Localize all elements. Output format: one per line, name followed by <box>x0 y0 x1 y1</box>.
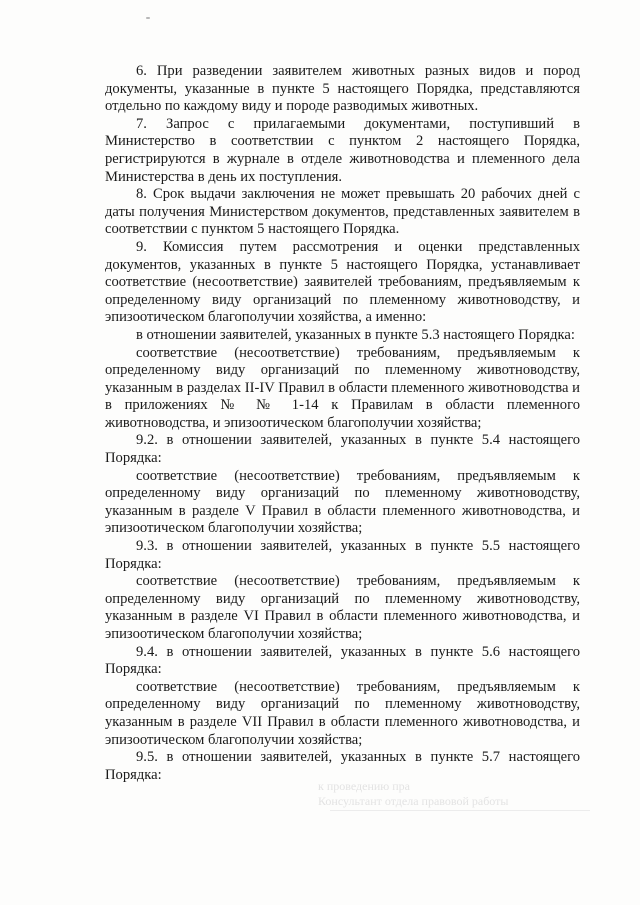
paragraph-9-2-heading: 9.2. в отношении заявителей, указанных в пункте 5.4 настоящего Порядка: <box>105 432 580 467</box>
paragraph-9-1-heading: в отношении заявителей, указанных в пункте 5.3 настоящего Порядка: <box>136 326 575 343</box>
paragraph-9-3-body: соответствие (несоответствие) требованиям, предъявляемым к определенному виду организаций по племенному животноводству, указанным в разделе VI Правил в области племенного животноводства, и эпизоотическом благополучии хозяйства; <box>105 573 580 642</box>
paragraph-9: 9. Комиссия путем рассмотрения и оценки представленных документов, указанных в пункте 5 настоящего Порядка, устанавливает соответствие (несоответствие) заявителей требованиям, предъявляемым к определенному виду организаций по племенному животноводству, и эпизоотическом благополучии хозяйства, а именно: <box>105 238 580 326</box>
paragraph-9-1-body: соответствие (несоответствие) требованиям, предъявляемым к определенному виду организаций по племенному животноводству, указанным в разделах II-IV Правил в области племенного животноводства и в приложениях № № 1-14 к Правилам в области племенного животноводства, и эпизоотическом благополучии хозяйства; <box>105 344 580 431</box>
paragraph-9-3-heading: 9.3. в отношении заявителей, указанных в пункте 5.5 настоящего Порядка: <box>105 538 580 572</box>
paragraph-7: 7. Запрос с прилагаемыми документами, поступивший в Министерство в соответствии с пунктом 2 настоящего Порядка, регистрируются в журнале в отделе животноводства и племенного дела Министерства в день их поступления. <box>105 115 580 185</box>
paragraph-8: 8. Срок выдачи заключения не может превышать 20 рабочих дней с даты получения Министерством документов, представленных заявителем в соответствии с пунктом 5 настоящего Порядка. <box>105 186 580 238</box>
bleed-through-text-1: к проведению пра <box>318 779 411 793</box>
bleed-through-rule <box>330 810 590 811</box>
paragraph-9-5-heading: 9.5. в отношении заявителей, указанных в пункте 5.7 настоящего Порядка: <box>105 749 580 783</box>
paragraph-9-4-body: соответствие (несоответствие) требованиям, предъявляемым к определенному виду организаций по племенному животноводству, указанным в разделе VII Правил в области племенного животноводства, и эпизоотическом благополучии хозяйства; <box>105 678 580 748</box>
bleed-through-text-2: Консультант отдела правовой работы <box>318 794 509 808</box>
scan-speck <box>146 17 150 19</box>
paragraph-9-4-heading: 9.4. в отношении заявителей, указанных в пункте 5.6 настоящего Порядка: <box>105 643 580 678</box>
document-body <box>105 63 580 784</box>
paragraph-6: 6. При разведении заявителем животных разных видов и пород документы, указанные в пункте 5 настоящего Порядка, представляются отдельно по каждому виду и породе разводимых животных. <box>105 63 580 115</box>
paragraph-9-2-body: соответствие (несоответствие) требованиям, предъявляемым к определенному виду организаций по племенному животноводству, указанным в разделе V Правил в области племенного животноводства, и эпизоотическом благополучии хозяйства; <box>105 467 580 537</box>
